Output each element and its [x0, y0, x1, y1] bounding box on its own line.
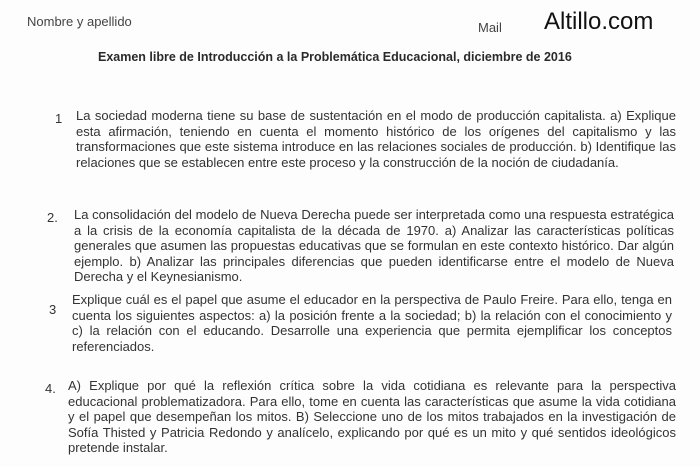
mail-field-label: Mail — [478, 20, 502, 35]
question-text: La sociedad moderna tiene su base de sustentación en el modo de producción capitalista. a) Explique esta afirmación, teniendo en cuenta el momento histórico de los orígenes del capitalismo y las transformaciones que este sistema introduce en las relaciones sociales de producción. b) Identifique las relaciones que se establecen entre este proceso y la construcción de la noción de ciudadanía. — [76, 108, 676, 170]
exam-title: Examen libre de Introducción a la Problemática Educacional, diciembre de 2016 — [98, 50, 572, 64]
question-number: 3 — [49, 302, 57, 317]
question-number: 2. — [47, 210, 58, 225]
question-number: 1 — [55, 111, 63, 126]
question-text: La consolidación del modelo de Nueva Derecha puede ser interpretada como una respuesta estratégica a la crisis de la economía capitalista de la década de 1970. a) Analizar las características políticas generales que asumen las propuestas educativas que se formulan en este contexto histórico. Dar algún ejemplo. b) Analizar las principales diferencias que pueden identificarse entre el modelo de Nueva Derecha y el Keynesianismo. — [74, 207, 674, 284]
question-text: A) Explique por qué la reflexión crítica sobre la vida cotidiana es relevante para la perspectiva educacional problematizadora. Para ello, tome en cuenta las características que asume la vida cotidiana y el papel que desempeñan los mitos. B) Seleccione uno de los mitos trabajados en la investigación de Sofía Thisted y Patricia Redondo y analícelo, explicando por qué es un mito y qué sentidos ideológicos pretende instalar. — [68, 378, 676, 455]
question-text: Explique cuál es el papel que asume el educador en la perspectiva de Paulo Freire. Para ello, tenga en cuenta los siguientes aspectos: a) la posición frente a la sociedad; b) la relación con el conocimiento y c) la relación con el educando. Desarrolle una experiencia que permita ejemplificar los conceptos referenciados. — [72, 292, 672, 354]
name-field-label: Nombre y apellido — [27, 14, 132, 29]
watermark-logo: Altillo.com — [544, 8, 654, 35]
question-number: 4. — [45, 381, 56, 396]
